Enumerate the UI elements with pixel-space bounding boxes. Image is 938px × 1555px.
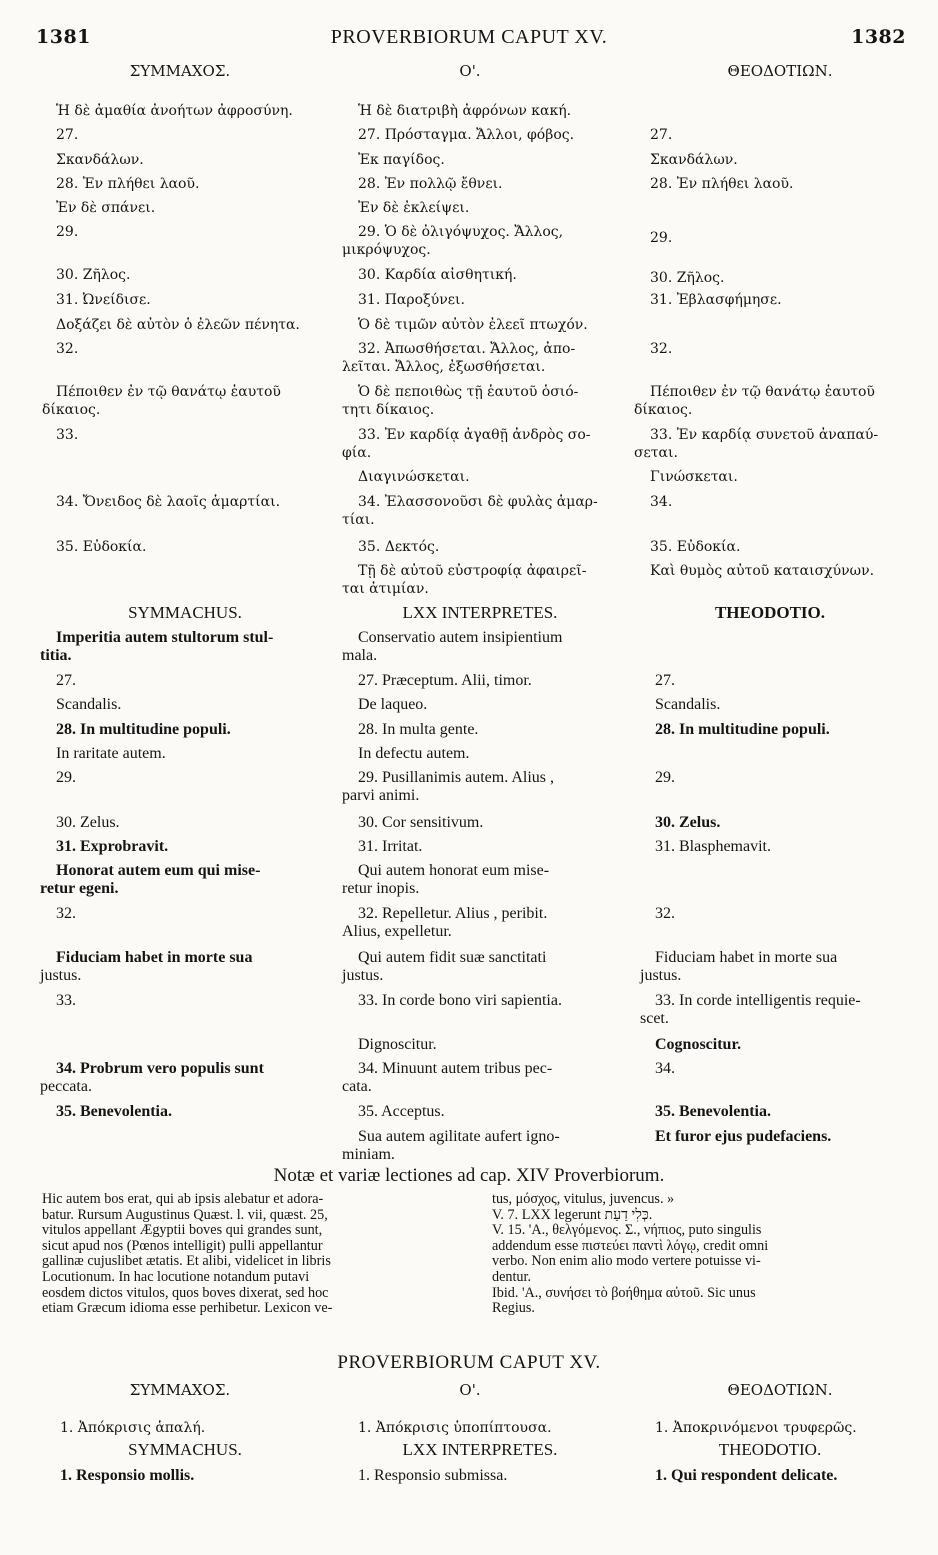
latin-lxx-line: 29. Pusillanimis autem. Alius ,: [358, 769, 555, 786]
latin-symmachus-line: retur egeni.: [40, 880, 119, 897]
note-line-right: addendum esse πιστεύει παντὶ λόγῳ, credit omni: [492, 1237, 769, 1254]
latin-lxx-line: Alius, expelletur.: [342, 923, 452, 940]
latin-lxx-line: Qui autem honorat eum mise-: [358, 862, 550, 879]
ch2-greek-header-theodotion: ΘΕΟΔΟΤΙΩΝ.: [727, 1381, 833, 1399]
greek-lxx-line: 33. Ἐν καρδίᾳ ἀγαθῇ ἀνδρὸς σο-: [358, 427, 591, 443]
note-line-left: batur. Rursum Augustinus Quæst. l. vii, quæst. 25,: [42, 1206, 328, 1223]
latin-symmachus-line: 35. Benevolentia.: [56, 1103, 172, 1120]
greek-lxx-line: 32. Ἀπωσθήσεται. Ἄλλος, ἀπο-: [358, 341, 576, 357]
greek-symmachus-line: 30. Ζῆλος.: [56, 267, 131, 283]
latin-lxx-line: 33. In corde bono viri sapientia.: [358, 992, 562, 1009]
greek-lxx-line: Ἡ δὲ διατριβὴ ἀφρόνων κακή.: [358, 103, 572, 119]
latin-theodotion-line: 30. Zelus.: [655, 814, 721, 831]
latin-theodotion-line: Fiduciam habet in morte sua: [655, 949, 838, 966]
note-line-left: Hic autem bos erat, qui ab ipsis alebatur et adora-: [42, 1191, 324, 1207]
latin-lxx-line: justus.: [342, 967, 384, 984]
ch2-latin-line-lxx: 1. Responsio submissa.: [358, 1467, 508, 1484]
note-line-right: dentur.: [492, 1268, 532, 1285]
greek-theodotion-line: 30. Ζῆλος.: [650, 270, 725, 286]
latin-theodotion-line: 27.: [655, 672, 675, 689]
latin-lxx-line: Dignoscitur.: [358, 1036, 437, 1053]
latin-symmachus-line: justus.: [40, 967, 82, 984]
greek-lxx-line: μικρόψυχος.: [342, 242, 431, 258]
latin-symmachus-line: Scandalis.: [56, 696, 122, 713]
latin-lxx-line: 34. Minuunt autem tribus pec-: [358, 1060, 553, 1077]
ch2-greek-line-lxx: 1. Ἀπόκρισις ὑποπίπτουσα.: [358, 1420, 552, 1436]
page-number-left: 1381: [36, 26, 91, 48]
latin-lxx-line: retur inopis.: [342, 880, 420, 897]
latin-lxx-line: 32. Repelletur. Alius , peribit.: [358, 905, 548, 922]
latin-symmachus-line: Honorat autem eum qui mise-: [56, 862, 261, 879]
greek-symmachus-line: Σκανδάλων.: [56, 152, 144, 168]
note-line-left: eosdem dictos vitulos, quos boves dixerat, sed hoc: [42, 1284, 329, 1301]
latin-theodotion-line: 35. Benevolentia.: [655, 1103, 771, 1120]
greek-lxx-line: τητι δίκαιος.: [342, 402, 435, 418]
latin-lxx-line: Qui autem fidit suæ sanctitati: [358, 949, 547, 966]
greek-symmachus-line: 28. Ἐν πλήθει λαοῦ.: [56, 176, 200, 192]
latin-lxx-line: miniam.: [342, 1146, 395, 1163]
page-title: PROVERBIORUM CAPUT XV.: [330, 26, 608, 48]
latin-symmachus-line: 31. Exprobravit.: [56, 838, 169, 855]
greek-theodotion-line: 32.: [650, 341, 673, 357]
latin-lxx-line: Conservatio autem insipientium: [358, 629, 563, 646]
greek-symmachus-line: Ἡ δὲ ἀμαθία ἀνοήτων ἀφροσύνη.: [56, 103, 293, 119]
latin-theodotion-line: Et furor ejus pudefaciens.: [655, 1128, 832, 1145]
greek-header-theodotion: ΘΕΟΔΟΤΙΩΝ.: [727, 62, 833, 80]
greek-lxx-line: φία.: [342, 445, 372, 461]
note-line-left: gallinæ cujuslibet ætatis. Et alibi, videlicet in libris: [42, 1253, 331, 1270]
latin-symmachus-line: Fiduciam habet in morte sua: [56, 949, 253, 966]
greek-theodotion-line: 31. Ἐβλασφήμησε.: [650, 292, 782, 308]
latin-theodotion-line: justus.: [640, 967, 682, 984]
latin-theodotion-line: 31. Blasphemavit.: [655, 838, 771, 855]
greek-theodotion-line: σεται.: [634, 445, 678, 461]
ch2-latin-line-symmachus: 1. Responsio mollis.: [60, 1467, 195, 1484]
ch2-greek-header-lxx: Ο'.: [459, 1381, 481, 1399]
ch2-greek-line-theodotion: 1. Ἀποκρινόμενοι τρυφερῶς.: [655, 1420, 857, 1436]
note-line-right: Ibid. 'A., συνήσει τὸ βοήθημα αὐτοῦ. Sic unus: [492, 1284, 756, 1301]
greek-lxx-line: 27. Πρόσταγμα. Ἄλλοι, φόβος.: [358, 127, 575, 143]
latin-lxx-line: Sua autem agilitate aufert igno-: [358, 1128, 560, 1145]
greek-theodotion-line: Πέποιθεν ἐν τῷ θανάτῳ ἑαυτοῦ: [650, 384, 875, 400]
greek-theodotion-line: 28. Ἐν πλήθει λαοῦ.: [650, 176, 794, 192]
greek-lxx-line: Διαγινώσκεται.: [358, 469, 470, 485]
latin-symmachus-line: Imperitia autem stultorum stul-: [56, 629, 274, 646]
greek-lxx-line: 28. Ἐν πολλῷ ἔθνει.: [358, 176, 503, 192]
note-line-left: vitulos appellant Ægyptii boves qui grandes sunt,: [42, 1222, 323, 1239]
greek-symmachus-line: Ἐν δὲ σπάνει.: [56, 200, 156, 216]
greek-symmachus-line: δίκαιος.: [42, 402, 101, 418]
note-line-right: V. 15. 'A., θελγόμενος. Σ., νήπιος, puto singulis: [492, 1222, 762, 1239]
latin-theodotion-line: 32.: [655, 905, 675, 922]
ch2-latin-line-theodotio: 1. Qui respondent delicate.: [655, 1467, 838, 1484]
latin-header-theodotio: THEODOTIO.: [714, 603, 826, 622]
page-number-right: 1382: [851, 26, 906, 48]
latin-symmachus-line: 27.: [56, 672, 76, 689]
greek-lxx-line: Ἐν δὲ ἐκλείψει.: [358, 200, 470, 216]
greek-lxx-line: Ὁ δὲ τιμῶν αὐτὸν ἐλεεῖ πτωχόν.: [358, 317, 588, 333]
greek-lxx-line: 35. Δεκτός.: [358, 539, 440, 555]
latin-symmachus-line: 28. In multitudine populi.: [56, 721, 231, 738]
greek-lxx-line: Τῇ δὲ αὐτοῦ εὐστροφίᾳ ἀφαιρεῖ-: [358, 563, 587, 579]
latin-symmachus-line: 32.: [56, 905, 76, 922]
greek-symmachus-line: 29.: [56, 224, 79, 240]
latin-theodotion-line: Cognoscitur.: [655, 1036, 742, 1053]
greek-lxx-line: ται ἀτιμίαν.: [342, 581, 429, 597]
greek-lxx-line: τίαι.: [342, 512, 375, 528]
greek-symmachus-line: 32.: [56, 341, 79, 357]
latin-theodotion-line: Scandalis.: [655, 696, 721, 713]
latin-lxx-line: mala.: [342, 647, 378, 664]
greek-theodotion-line: Σκανδάλων.: [650, 152, 738, 168]
latin-theodotion-line: 34.: [655, 1060, 675, 1077]
latin-theodotion-line: 29.: [655, 769, 675, 786]
greek-lxx-line: 31. Παροξύνει.: [358, 292, 465, 308]
latin-symmachus-line: In raritate autem.: [56, 745, 166, 762]
greek-theodotion-line: δίκαιος.: [634, 402, 693, 418]
latin-symmachus-line: 30. Zelus.: [56, 814, 120, 831]
ch2-latin-header-theodotio: THEODOTIO.: [718, 1440, 822, 1459]
latin-symmachus-line: 29.: [56, 769, 76, 786]
latin-lxx-line: 28. In multa gente.: [358, 721, 479, 738]
greek-theodotion-line: 33. Ἐν καρδίᾳ συνετοῦ ἀναπαύ-: [650, 427, 879, 443]
greek-theodotion-line: 29.: [650, 230, 673, 246]
greek-theodotion-line: Γινώσκεται.: [650, 469, 738, 485]
latin-theodotion-line: scet.: [640, 1010, 669, 1027]
ch2-greek-header-symmachus: ΣΥΜΜΑΧΟΣ.: [129, 1381, 231, 1399]
greek-symmachus-line: 27.: [56, 127, 79, 143]
latin-lxx-line: 30. Cor sensitivum.: [358, 814, 484, 831]
greek-lxx-line: Ἐκ παγίδος.: [358, 152, 445, 168]
greek-header-lxx: Ο'.: [459, 62, 481, 80]
latin-lxx-line: 27. Præceptum. Alii, timor.: [358, 672, 532, 689]
greek-theodotion-line: Καὶ θυμὸς αὐτοῦ καταισχύνων.: [650, 563, 875, 579]
note-line-left: etiam Græcum idioma esse perhibetur. Lexicon ve-: [42, 1300, 333, 1317]
latin-theodotion-line: 28. In multitudine populi.: [655, 721, 830, 738]
greek-theodotion-line: 34.: [650, 494, 673, 510]
latin-lxx-line: De laqueo.: [358, 696, 428, 713]
latin-theodotion-line: 33. In corde intelligentis requie-: [655, 992, 861, 1009]
chapter-title: PROVERBIORUM CAPUT XV.: [337, 1352, 601, 1373]
latin-symmachus-line: titia.: [40, 647, 72, 664]
notes-right-column: [492, 1192, 922, 1317]
ch2-latin-header-symmachus: SYMMACHUS.: [128, 1440, 242, 1459]
latin-lxx-line: 35. Acceptus.: [358, 1103, 445, 1120]
greek-header-symmachus: ΣΥΜΜΑΧΟΣ.: [129, 62, 231, 80]
latin-lxx-line: parvi animi.: [342, 787, 420, 804]
latin-symmachus-line: 33.: [56, 992, 76, 1009]
ch2-greek-line-symmachus: 1. Ἀπόκρισις ἁπαλή.: [60, 1420, 206, 1436]
greek-lxx-line: λεῖται. Ἄλλος, ἐξωσθήσεται.: [342, 359, 546, 375]
latin-lxx-line: cata.: [342, 1078, 372, 1095]
latin-symmachus-line: peccata.: [40, 1078, 92, 1095]
greek-symmachus-line: Πέποιθεν ἐν τῷ θανάτῳ ἑαυτοῦ: [56, 384, 281, 400]
note-line-right: Regius.: [492, 1300, 535, 1317]
notes-title: Notæ et variæ lectiones ad cap. XIV Proverbiorum.: [273, 1165, 665, 1186]
latin-symmachus-line: 34. Probrum vero populis sunt: [56, 1060, 264, 1077]
note-line-left: sicut apud nos (Pœnos intelligit) pulli appellantur: [42, 1237, 323, 1254]
greek-symmachus-line: 31. Ὠνείδισε.: [56, 292, 151, 308]
latin-header-lxx: LXX INTERPRETES.: [402, 603, 558, 622]
greek-symmachus-line: 33.: [56, 427, 79, 443]
greek-lxx-line: 29. Ὁ δὲ ὀλιγόψυχος. Ἄλλος,: [358, 224, 564, 240]
notes-left-column: [42, 1192, 472, 1317]
greek-symmachus-line: 34. Ὄνειδος δὲ λαοῖς ἁμαρτίαι.: [56, 494, 281, 510]
latin-lxx-line: 31. Irritat.: [358, 838, 423, 855]
greek-symmachus-line: Δοξάζει δὲ αὐτὸν ὁ ἐλεῶν πένητα.: [56, 317, 300, 333]
ch2-latin-header-lxx: LXX INTERPRETES.: [402, 1440, 558, 1459]
note-line-left: Locutionum. In hac locutione notandum putavi: [42, 1268, 310, 1285]
greek-theodotion-line: 27.: [650, 127, 673, 143]
greek-lxx-line: 34. Ἐλασσονοῦσι δὲ φυλὰς ἁμαρ-: [358, 494, 598, 510]
greek-theodotion-line: 35. Εὐδοκία.: [650, 539, 741, 555]
greek-lxx-line: 30. Καρδία αἰσθητική.: [358, 267, 517, 283]
note-line-right: tus, μόσχος, vitulus, juvencus. »: [492, 1191, 675, 1207]
greek-symmachus-line: 35. Εὐδοκία.: [56, 539, 147, 555]
note-line-right: V. 7. LXX legerunt כְּלִי דַעַת.: [492, 1206, 653, 1223]
greek-lxx-line: Ὁ δὲ πεποιθὼς τῇ ἑαυτοῦ ὁσιό-: [358, 384, 579, 400]
note-line-right: verbo. Non enim alio modo vertere potuisse vi-: [492, 1253, 761, 1270]
latin-header-symmachus: SYMMACHUS.: [128, 603, 242, 622]
latin-lxx-line: In defectu autem.: [358, 745, 470, 762]
